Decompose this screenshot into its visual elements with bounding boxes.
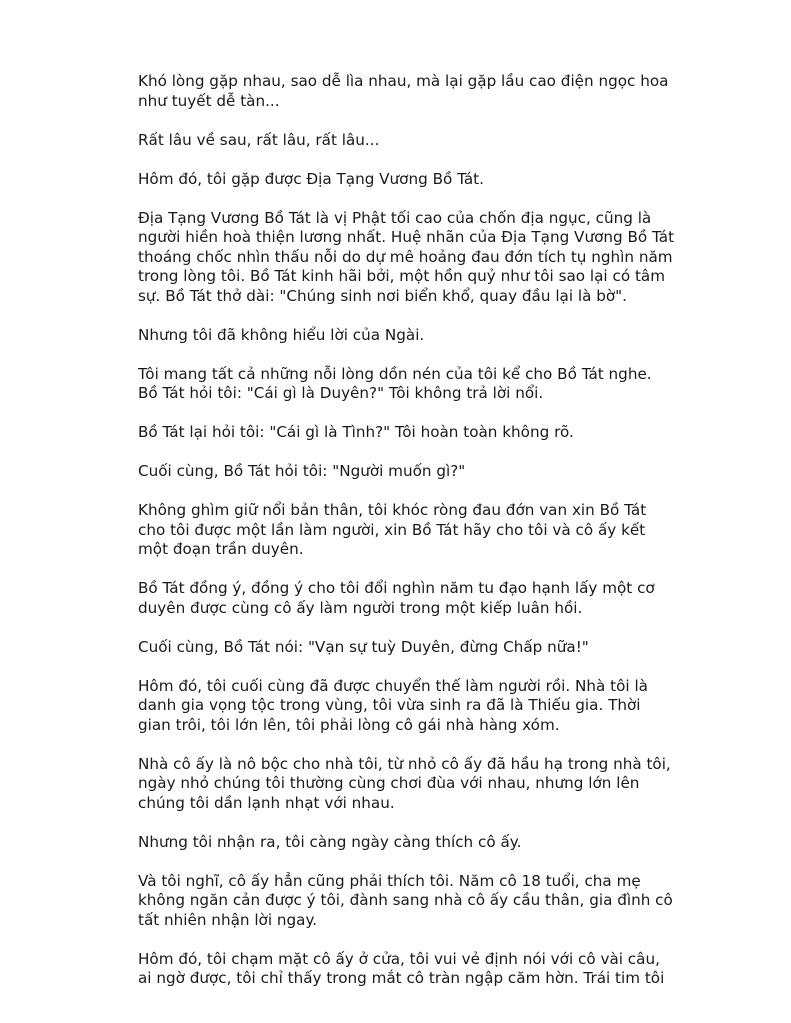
paragraph: Hôm đó, tôi chạm mặt cô ấy ở cửa, tôi vui vẻ định nói với cô vài câu, ai ngờ được, tôi chỉ thấy trong mắt cô tràn ngập căm hờn. Trái tim tôi [138,949,665,987]
paragraph: Không ghìm giữ nổi bản thân, tôi khóc ròng đau đớn van xin Bồ Tát cho tôi được một lần làm người, xin Bồ Tát hãy cho tôi và cô ấy kết một đoạn trần duyên. [138,501,647,558]
paragraph: Địa Tạng Vương Bồ Tát là vị Phật tối cao của chốn địa ngục, cũng là người hiền hoà thiện lương nhất. Huệ nhãn của Địa Tạng Vương Bồ Tát thoáng chốc nhìn thấu nỗi do dự mê hoảng đau đớn tích tụ nghìn năm trong lòng tôi. Bồ Tát kinh hãi bởi, một hồn quỷ như tôi sao lại có tâm sự. Bồ Tát thở dài: "Chúng sinh nơi biển khổ, quay đầu lại là bờ". [138,208,675,305]
paragraph: Cuối cùng, Bồ Tát hỏi tôi: "Người muốn gì?" [138,462,466,480]
paragraph: Hôm đó, tôi gặp được Địa Tạng Vương Bồ Tát. [138,169,484,188]
paragraph: Khó lòng gặp nhau, sao dễ lìa nhau, mà lại gặp lầu cao điện ngọc hoa như tuyết dễ tàn... [138,72,669,110]
paragraph: Nhà cô ấy là nô bộc cho nhà tôi, từ nhỏ cô ấy đã hầu hạ trong nhà tôi, ngày nhỏ chúng tôi thường cùng chơi đùa với nhau, nhưng lớn lên chúng tôi dần lạnh nhạt với nhau. [138,754,671,812]
paragraph: Bồ Tát đồng ý, đồng ý cho tôi đổi nghìn năm tu đạo hạnh lấy một cơ duyên được cùng cô ấy làm người trong một kiếp luân hồi. [138,579,655,617]
document-page [138,72,698,1008]
paragraph: Bồ Tát lại hỏi tôi: "Cái gì là Tình?" Tôi hoàn toàn không rõ. [138,423,574,441]
paragraph: Nhưng tôi nhận ra, tôi càng ngày càng thích cô ấy. [138,832,522,851]
paragraph: Cuối cùng, Bồ Tát nói: "Vạn sự tuỳ Duyên, đừng Chấp nữa!" [138,637,589,656]
paragraph: Tôi mang tất cả những nỗi lòng dồn nén của tôi kể cho Bồ Tát nghe. Bồ Tát hỏi tôi: "Cái gì là Duyên?" Tôi không trả lời nổi. [138,364,652,402]
paragraph: Hôm đó, tôi cuối cùng đã được chuyển thế làm người rồi. Nhà tôi là danh gia vọng tộc trong vùng, tôi vừa sinh ra đã là Thiếu gia. Thời gian trôi, tôi lớn lên, tôi phải lòng cô gái nhà hàng xóm. [138,676,648,734]
paragraph: Rất lâu về sau, rất lâu, rất lâu... [138,130,380,149]
paragraph: Và tôi nghĩ, cô ấy hẳn cũng phải thích tôi. Năm cô 18 tuổi, cha mẹ không ngăn cản được ý tôi, đành sang nhà cô ấy cầu thân, gia đình cô tất nhiên nhận lời ngay. [138,871,673,929]
paragraph: Nhưng tôi đã không hiểu lời của Ngài. [138,325,425,344]
